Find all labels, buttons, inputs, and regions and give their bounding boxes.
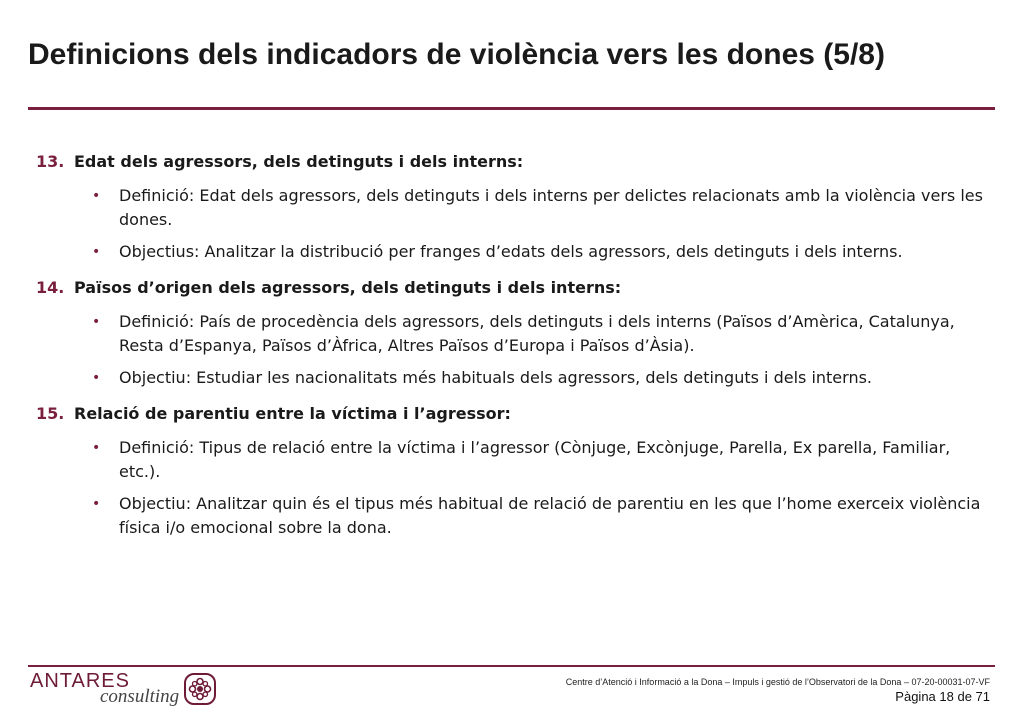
bullet-text: Objectiu: Analitzar quin és el tipus més habitual de relació de parentiu en les que l’home exerceix violència física i/o emocional sobre la dona. (119, 494, 981, 537)
bullet-icon: • (92, 496, 101, 512)
bullet-text: Definició: País de procedència dels agressors, dels detinguts i dels interns (Països d’Amèrica, Catalunya, Resta d’Espanya, Països d’Àfrica, Altres Països d’Europa i Països d’Àsia). (119, 312, 955, 355)
page-number: Pàgina 18 de 71 (895, 689, 990, 704)
content-area (36, 150, 986, 552)
section-heading (36, 276, 986, 300)
bullet-list (36, 184, 986, 264)
footer-info: Centre d’Atenció i Informació a la Dona – Impuls i gestió de l’Observatori de la Dona – 07-20-00031-07-VF (565, 677, 990, 687)
section-title: Països d’origen dels agressors, dels detinguts i dels interns: (74, 278, 622, 297)
bullet-icon: • (92, 244, 101, 260)
section-number: 14. (36, 278, 65, 297)
bullet-list (36, 310, 986, 390)
bullet-text: Objectiu: Estudiar les nacionalitats més habituals dels agressors, dels detinguts i dels interns. (119, 368, 873, 387)
bullet-icon: • (92, 314, 101, 330)
section-14 (36, 276, 986, 390)
bullet-item (90, 184, 986, 232)
antares-flower-icon (184, 673, 216, 705)
section-heading (36, 402, 986, 426)
bullet-text: Objectius: Analitzar la distribució per franges d’edats dels agressors, dels detinguts i dels interns. (119, 242, 903, 261)
section-title: Edat dels agressors, dels detinguts i dels interns: (74, 152, 524, 171)
section-number: 15. (36, 404, 65, 423)
bullet-text: Definició: Tipus de relació entre la víctima i l’agressor (Cònjuge, Excònjuge, Parella, Ex parella, Familiar, etc.). (119, 438, 951, 481)
page-title: Definicions dels indicadors de violència vers les dones (5/8) (28, 38, 885, 71)
bullet-text: Definició: Edat dels agressors, dels detinguts i dels interns per delictes relacionats amb la violència vers les dones. (119, 186, 983, 229)
section-13 (36, 150, 986, 264)
bullet-item (90, 240, 986, 264)
bullet-icon: • (92, 370, 101, 386)
footer-divider (28, 665, 995, 667)
antares-logo (30, 670, 230, 708)
bullet-item (90, 436, 986, 484)
bullet-item (90, 310, 986, 358)
bullet-item (90, 366, 986, 390)
section-15 (36, 402, 986, 540)
bullet-item (90, 492, 986, 540)
bullet-list (36, 436, 986, 540)
section-heading (36, 150, 986, 174)
logo-subtitle: consulting (100, 686, 180, 707)
logo-name: ANTARES (30, 670, 130, 692)
bullet-icon: • (92, 188, 101, 204)
title-divider (28, 107, 995, 110)
section-title: Relació de parentiu entre la víctima i l’agressor: (74, 404, 511, 423)
bullet-icon: • (92, 440, 101, 456)
section-number: 13. (36, 152, 65, 171)
